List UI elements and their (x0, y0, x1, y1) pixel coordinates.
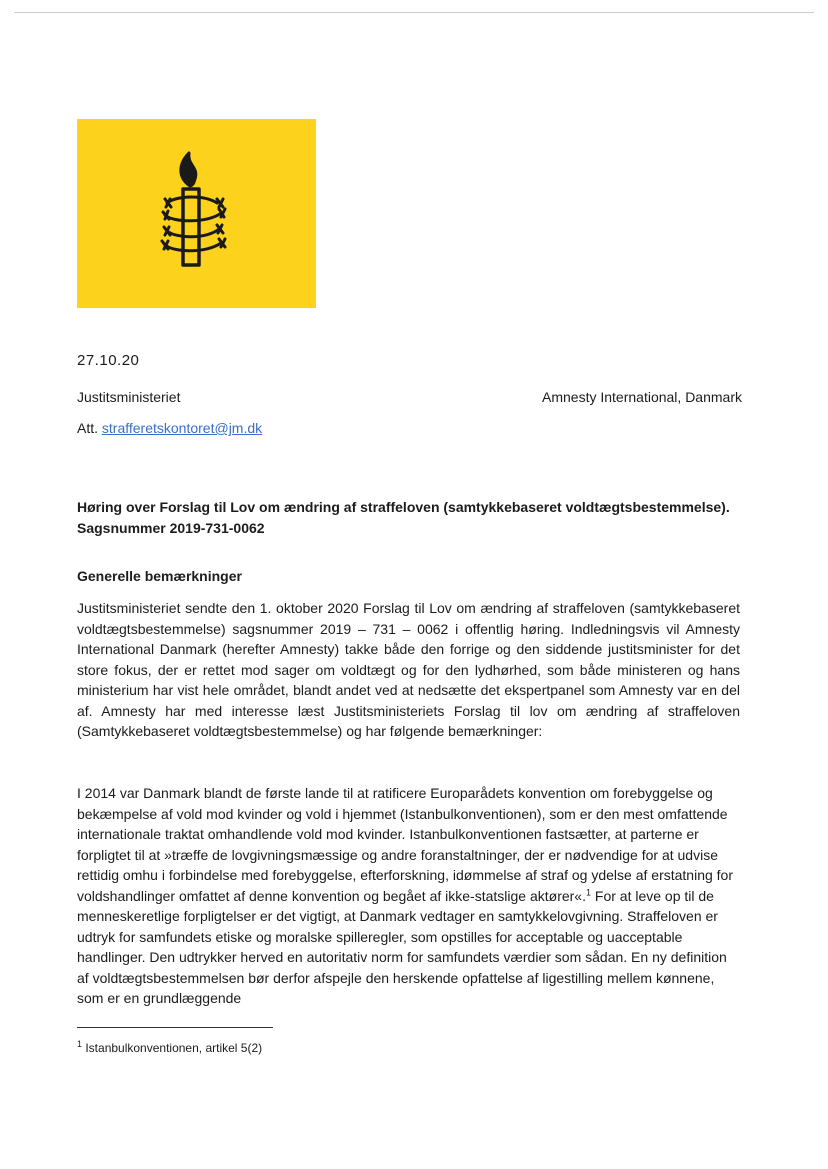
amnesty-logo (77, 119, 316, 308)
letter-date: 27.10.20 (77, 352, 140, 369)
title-line-2: Sagsnummer 2019-731-0062 (77, 520, 265, 536)
section-heading: Generelle bemærkninger (77, 568, 242, 584)
paragraph-2-part-1: I 2014 var Danmark blandt de første lande til at ratificere Europarådets konvention om forebyggelse og bekæmpelse af vold mod kvinder og vold i hjemmet (Istanbulkonventionen), som er den mest omfattende internationale traktat omhandlende vold mod kvinder. Istanbulkonventionen fastsætter, at parterne er forpligtet til at »træffe de lovgivningsmæssige og andre foranstaltninger, der er nødvendige for at udvise rettidig omhu i forbindelse med forebyggelse, efterforskning, idømmelse af straf og ydelse af erstatning for voldshandlinger omfattet af denne konvention og begået af ikke-statslige aktører«. (77, 785, 733, 904)
att-label: Att. (77, 420, 99, 436)
body-paragraph-2 (77, 783, 740, 1009)
document-title (77, 497, 757, 539)
body-paragraph-1: Justitsministeriet sendte den 1. oktober 2020 Forslag til Lov om ændring af straffeloven (samtykkebaseret voldtægtsbestemmelse) sagsnummer 2019 – 731 – 0062 i offentlig høring. Indledningsvis vil Amnesty International Danmark (herefter Amnesty) takke både den forrige og den siddende justitsminister for det store fokus, der er rettet mod sager om voldtægt og for den lydhørhed, som både ministeren og hans ministerium har vist hele området, blandt andet ved at nedsætte det ekspertpanel som Amnesty var en del af. Amnesty har med interesse læst Justitsministeriets Forslag til lov om ændring af straffeloven (Samtykkebaseret voldtægtsbestemmelse) og har følgende bemærkninger: (77, 600, 740, 739)
att-email-link[interactable]: strafferetskontoret@jm.dk (101, 420, 263, 436)
footnote-separator (77, 1027, 273, 1028)
footnote (77, 1041, 262, 1055)
footnote-text: Istanbulkonventionen, artikel 5(2) (82, 1041, 263, 1055)
attention-line (77, 420, 262, 436)
title-line-1: Høring over Forslag til Lov om ændring af straffeloven (samtykkebaseret voldtægtsbestemmelse). (77, 499, 730, 515)
recipient-name: Justitsministeriet (77, 389, 181, 405)
sender-name: Amnesty International, Danmark (542, 389, 742, 405)
paragraph-2-part-2: For at leve op til de menneskeretlige forpligtelser er det vigtigt, at Danmark vedtager en samtykkelovgivning. Straffeloven er udtryk for samfundets etiske og moralske spilleregler, som opstilles for acceptable og uacceptable handlinger. Den udtrykker herved en autoritativ norm for samfundets værdier som sådan. En ny definition af voldtægtsbestemmelsen bør derfor afspejle den herskende opfattelse af ligestilling mellem kønnene, som er en grundlæggende (77, 887, 727, 1006)
footnote-reference[interactable]: 1 (585, 886, 591, 897)
footnote-number: 1 (77, 1039, 83, 1049)
amnesty-candle-barbed-wire-icon (77, 119, 316, 308)
page-top-rule (14, 12, 814, 13)
